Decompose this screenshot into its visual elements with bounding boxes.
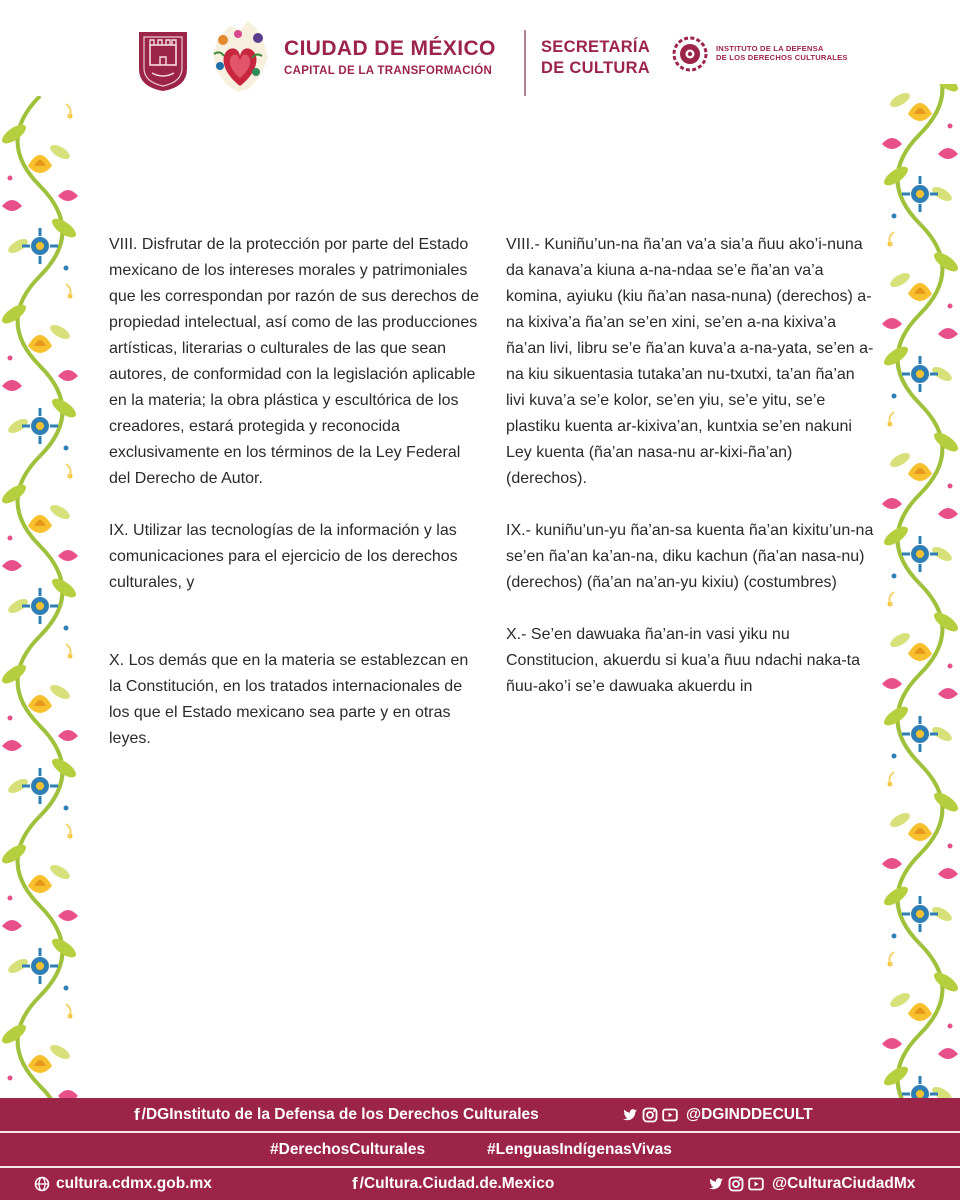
website-label: cultura.cdmx.gob.mx xyxy=(56,1175,212,1192)
cdmx-title: CIUDAD DE MÉXICO xyxy=(284,37,496,60)
footer-cultura-band xyxy=(0,1168,960,1200)
globe-icon xyxy=(34,1176,50,1192)
spanish-paragraph-x: X. Los demás que en la materia se establezcan en la Constitución, en los tratados internacionales de los que el Estado mexicano sea parte y en otras leyes. xyxy=(109,652,469,747)
cultura-handle: @CulturaCiudadMx xyxy=(772,1175,916,1192)
institute-line-2: DE LOS DERECHOS CULTURALES xyxy=(716,53,848,62)
floral-border-left xyxy=(0,96,80,1098)
footer-social-cultura[interactable] xyxy=(708,1168,915,1200)
hashtag-derechos-culturales[interactable]: #DerechosCulturales xyxy=(270,1141,426,1158)
facebook-institute-label: /DGInstituto de la Defensa de los Derechos Culturales xyxy=(141,1106,539,1123)
institute-handle: @DGINDDECULT xyxy=(686,1106,813,1123)
footer-institute-band xyxy=(0,1098,960,1131)
instagram-icon xyxy=(728,1176,744,1192)
facebook-icon: f xyxy=(352,1174,358,1193)
hashtag-lenguas-indigenas[interactable]: #LenguasIndígenasVivas xyxy=(487,1141,672,1158)
cdmx-subtitle: CAPITAL DE LA TRANSFORMACIÓN xyxy=(284,65,493,77)
header xyxy=(0,0,960,100)
spanish-paragraph-ix: IX. Utilizar las tecnologías de la información y las comunicaciones para el ejercicio de los derechos culturales, y xyxy=(109,522,458,591)
youtube-icon xyxy=(748,1176,764,1192)
institute-line-1: INSTITUTO DE LA DEFENSA xyxy=(716,44,824,53)
footer-facebook-institute[interactable] xyxy=(134,1098,539,1131)
facebook-icon: f xyxy=(134,1105,140,1124)
indigenous-language-column xyxy=(506,232,876,700)
cdmx-shield-logo xyxy=(136,29,190,93)
secretaria-wordmark xyxy=(541,37,650,79)
header-divider xyxy=(524,30,526,96)
footer-facebook-cultura[interactable] xyxy=(352,1168,554,1200)
spanish-column xyxy=(109,232,479,752)
footer-hashtag-band xyxy=(0,1133,960,1166)
indigenous-paragraph-ix: IX.- kuniñu’un-yu ña’an-sa kuenta ña’an kixitu’un-na se’en ña’an ka’an-na, diku kachun (ña’an nasa-nu) (derechos) (ña’an na’an-yu kixiu) (costumbres) xyxy=(506,522,874,591)
social-icons-institute xyxy=(622,1107,678,1123)
floral-border-right xyxy=(880,84,960,1098)
heart-flower-logo xyxy=(208,16,272,96)
twitter-icon xyxy=(708,1176,724,1192)
institute-wordmark xyxy=(716,44,848,62)
instagram-icon xyxy=(642,1107,658,1123)
institute-emblem-icon xyxy=(672,36,708,72)
indigenous-paragraph-viii: VIII.- Kuniñu’un-na ña’an va’a sia’a ñuu ako’i-nuna da kanava’a kiuna a-na-ndaa se’e ña’an va’a komina, ayiuku (kiu ña’an nasa-nuna) (derechos) a-na kixiva’a ña’an se’en xini, se’en a-na kixiva’a ña’an livi, libru se’e ña’an kuva’a a-na-yata, se’en a-na kiu sikuentasia tutaka’an nu-txutxi, ta’an ña’an livi kuva’a se’e kolor, se’en yiu, se’e yitu, se’e plastiku kuenta ar-kixiva’an, kuntxia se’en nakuni Ley kuenta (ña’an nasa-nu ar-kixi-ña’an) (derechos). xyxy=(506,236,874,487)
footer-social-institute[interactable] xyxy=(622,1098,813,1131)
footer-website[interactable] xyxy=(34,1168,212,1200)
twitter-icon xyxy=(622,1107,638,1123)
secretaria-line-2: DE CULTURA xyxy=(541,59,651,77)
facebook-cultura-label: /Cultura.Ciudad.de.Mexico xyxy=(359,1175,555,1192)
indigenous-paragraph-x: X.- Se’en dawuaka ña’an-in vasi yiku nu Constitucion, akuerdu si kua’a ñuu ndachi naka-ta ñuu-ako’i se’e dawuaka akuerdu in xyxy=(506,626,860,695)
secretaria-line-1: SECRETARÍA xyxy=(541,38,651,56)
youtube-icon xyxy=(662,1107,678,1123)
cdmx-wordmark xyxy=(284,37,496,79)
spanish-paragraph-viii: VIII. Disfrutar de la protección por parte del Estado mexicano de los intereses morales y patrimoniales que les correspondan por razón de sus derechos de propiedad intelectual, así como de las producciones artísticas, literarias o culturales de las que sean autores, de conformidad con la legislación aplicable en la materia; la obra plástica y escultórica de los creadores, estará protegida y reconocida exclusivamente en los términos de la Ley Federal del Derecho de Autor. xyxy=(109,236,480,487)
social-icons-cultura xyxy=(708,1176,764,1192)
